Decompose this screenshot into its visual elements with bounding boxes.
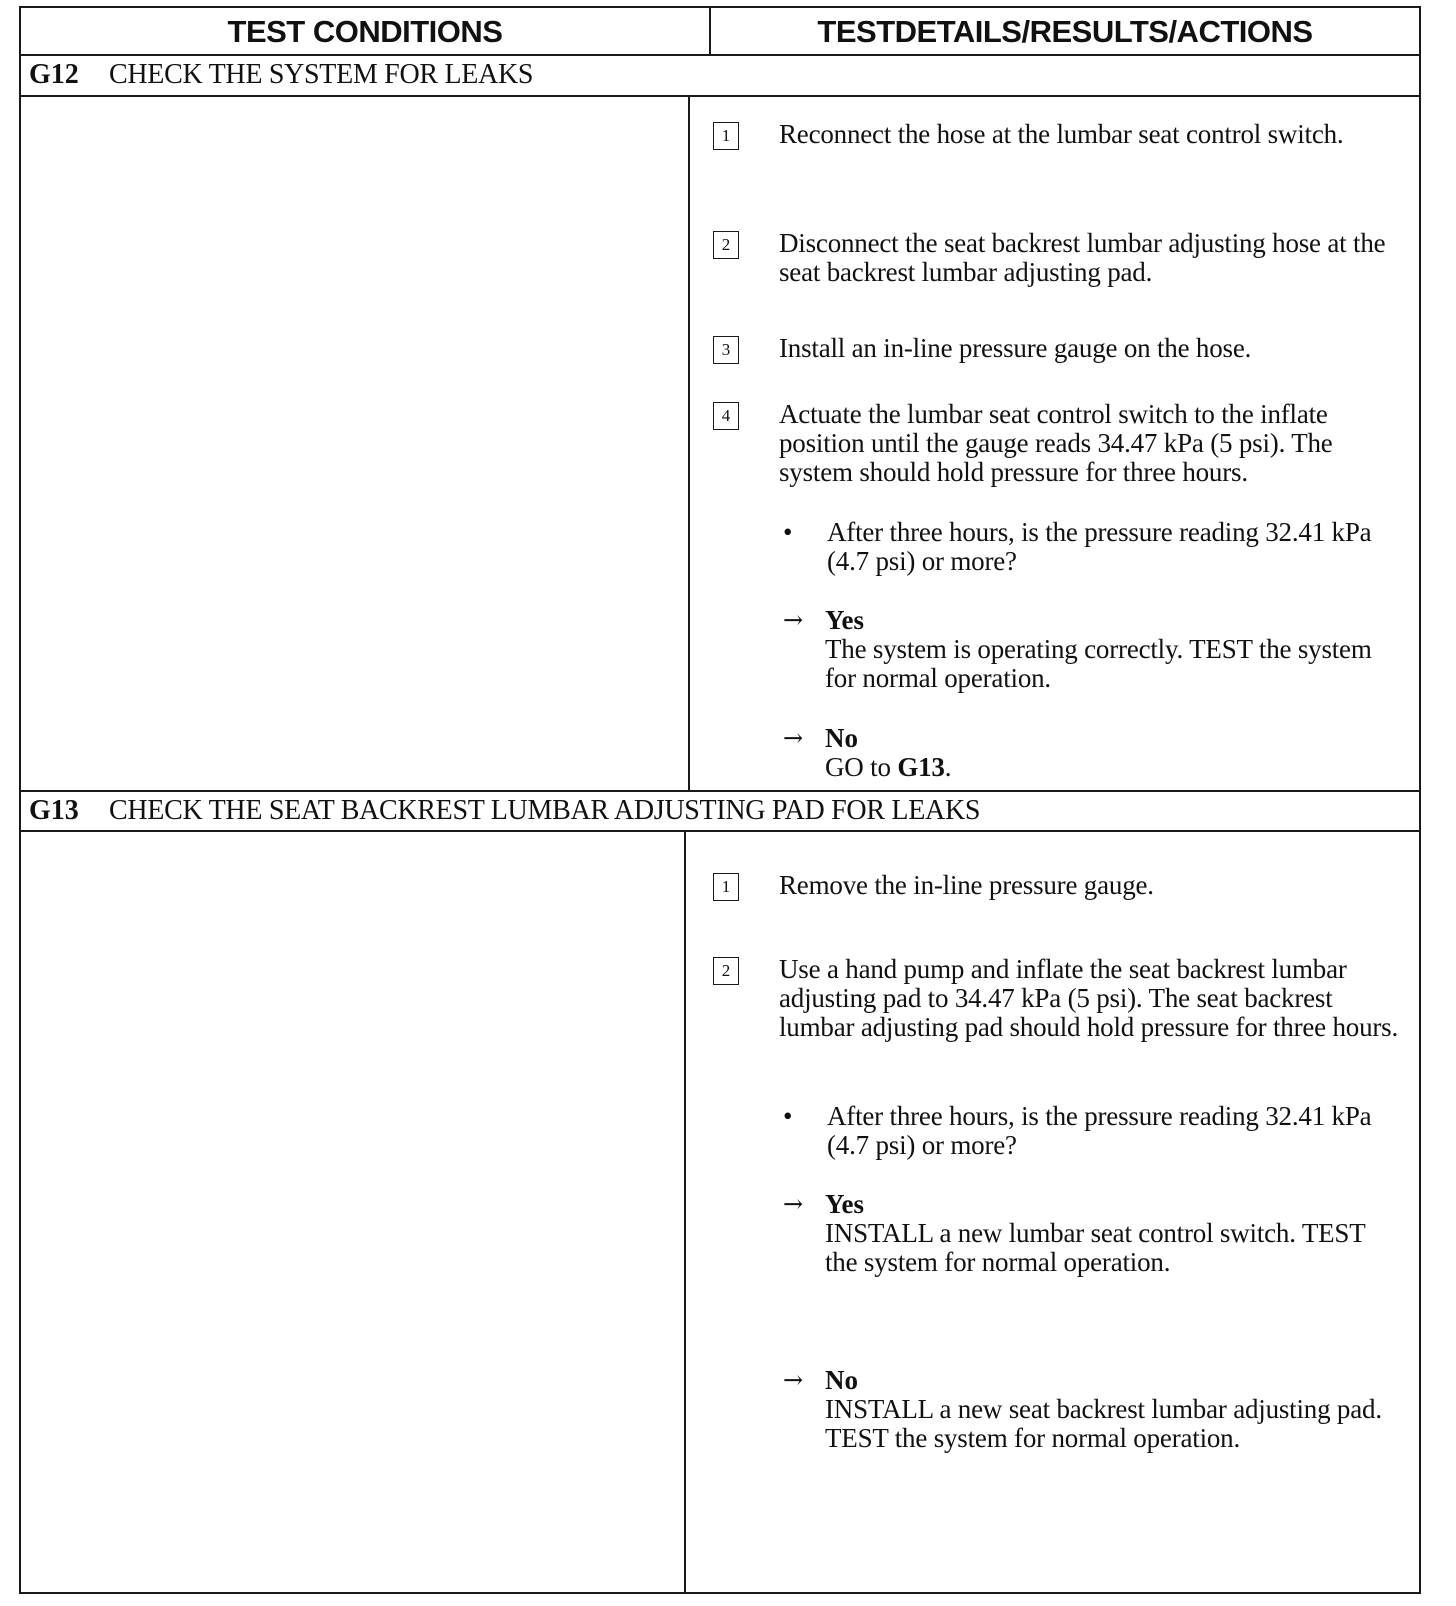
bullet-icon: •: [783, 1101, 793, 1131]
answer-label: No: [825, 1365, 858, 1395]
arrow-right-icon: →: [783, 606, 804, 634]
step-text: Remove the in-line pressure gauge.: [779, 870, 1154, 900]
answer-label: Yes: [825, 1189, 864, 1219]
answer-text-suffix: .: [944, 752, 952, 782]
section-g12-title: [21, 55, 1419, 95]
section-g12-heading: CHECK THE SYSTEM FOR LEAKS: [109, 59, 534, 90]
step-text: Actuate the lumbar seat control switch to the inflate position until the gauge reads 34.47 kPa (5 psi). The system should hold pressure for three hours.: [779, 399, 1333, 487]
step-number-box: 1: [713, 873, 739, 901]
answer-text: INSTALL a new lumbar seat control switch. TEST the system for normal operation.: [825, 1218, 1366, 1277]
step-number-box: 2: [713, 957, 739, 985]
arrow-right-icon: →: [783, 1366, 804, 1394]
step-text: Disconnect the seat backrest lumbar adjusting hose at the seat backrest lumbar adjusting pad.: [779, 228, 1386, 287]
g13-column-divider: [684, 830, 686, 1594]
answer-reference-link: G13: [897, 752, 945, 782]
step-number-box: 3: [713, 336, 739, 364]
section-g13-heading: CHECK THE SEAT BACKREST LUMBAR ADJUSTING PAD FOR LEAKS: [109, 795, 981, 826]
answer-label: No: [825, 723, 858, 753]
arrow-right-icon: →: [783, 724, 804, 752]
step-number-box: 2: [713, 231, 739, 259]
section-g13-divider: [21, 830, 1419, 832]
answer-label: Yes: [825, 605, 864, 635]
section-g12-divider: [21, 95, 1419, 97]
question-text: After three hours, is the pressure reading 32.41 kPa (4.7 psi) or more?: [827, 517, 1372, 576]
bullet-icon: •: [783, 517, 793, 547]
question-text: After three hours, is the pressure reading 32.41 kPa (4.7 psi) or more?: [827, 1101, 1372, 1160]
header-test-conditions: TEST CONDITIONS: [21, 8, 711, 56]
answer-text: The system is operating correctly. TEST the system for normal operation.: [825, 634, 1372, 693]
header-test-details: TESTDETAILS/RESULTS/ACTIONS: [817, 14, 1313, 49]
step-number-box: 4: [713, 402, 739, 430]
step-text: Use a hand pump and inflate the seat backrest lumbar adjusting pad to 34.47 kPa (5 psi). The seat backrest lumbar adjusting pad should hold pressure for three hours.: [779, 954, 1399, 1042]
answer-text: [825, 753, 1395, 782]
step-text: Install an in-line pressure gauge on the hose.: [779, 333, 1252, 363]
answer-text: INSTALL a new seat backrest lumbar adjusting pad. TEST the system for normal operation.: [825, 1394, 1382, 1453]
section-g13-title: [21, 791, 1419, 831]
section-g12-id: G12: [29, 59, 79, 90]
answer-text-prefix: GO to: [825, 752, 898, 782]
arrow-right-icon: →: [783, 1190, 804, 1218]
g12-column-divider: [688, 95, 690, 790]
step-number-box: 1: [713, 122, 739, 150]
section-g13-id: G13: [29, 795, 79, 826]
step-text: Reconnect the hose at the lumbar seat control switch.: [779, 119, 1344, 149]
